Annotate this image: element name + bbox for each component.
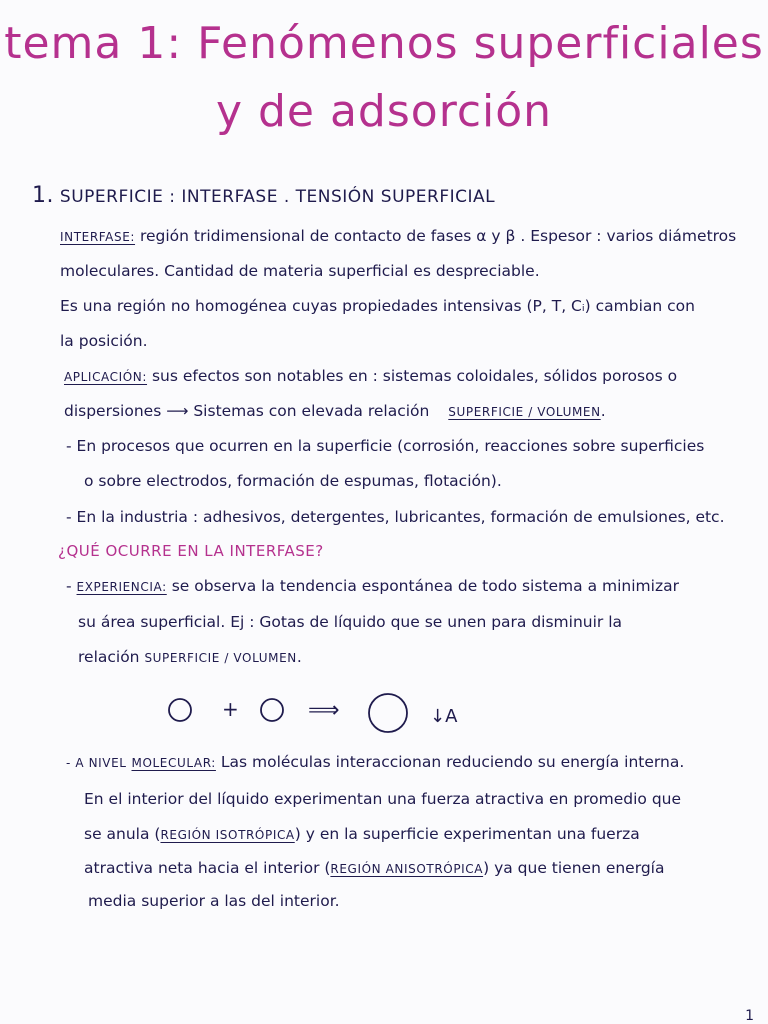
title-line-1: tema 1: Fenómenos superficiales: [4, 18, 764, 69]
molecular-line-4: atractiva neta hacia el interior (REGIÓN ANISOTRÓPICA) ya que tienen energía: [84, 859, 665, 877]
title-line-2: y de adsorción: [215, 86, 553, 137]
aplicacion-label: APLICACIÓN:: [64, 370, 148, 384]
small-droplet-1: [169, 699, 191, 721]
page-number: 1: [745, 1008, 754, 1024]
interfase-line-3: Es una región no homogénea cuyas propiedades intensivas (P, T, Cᵢ) cambian con: [60, 297, 695, 315]
small-droplet-2: [261, 699, 283, 721]
plus-sign: +: [222, 697, 239, 721]
bullet-procesos-1: - En procesos que ocurren en la superficie (corrosión, reacciones sobre superficies: [66, 437, 705, 455]
section-heading: [32, 183, 496, 208]
molecular-line-1: [66, 752, 684, 773]
region-anisotropica: REGIÓN ANISOTRÓPICA: [330, 862, 484, 876]
aplicacion-text-2: dispersiones ⟶ Sistemas con elevada relación: [64, 402, 430, 420]
superficie-volumen-2: SUPERFICIE / VOLUMEN: [144, 651, 297, 665]
experiencia-label: EXPERIENCIA:: [76, 580, 167, 594]
aplicacion-line-1: [64, 366, 677, 387]
interfase-label: INTERFASE:: [60, 230, 136, 244]
aplicacion-period: .: [600, 402, 606, 420]
molecular-line-5: media superior a las del interior.: [88, 892, 340, 910]
experiencia-text-3: relación: [78, 648, 140, 666]
section-number: 1.: [32, 183, 54, 208]
molecular-text-1: Las moléculas interaccionan reduciendo su energía interna.: [220, 753, 685, 771]
large-droplet: [369, 694, 407, 732]
molecular-label: MOLECULAR:: [131, 756, 216, 770]
experiencia-text-1: se observa la tendencia espontánea de todo sistema a minimizar: [171, 577, 679, 595]
implies-arrow: ⟹: [308, 698, 340, 723]
experiencia-line-1: - EXPERIENCIA: se observa la tendencia espontánea de todo sistema a minimizar: [66, 577, 679, 595]
interfase-line-1: [60, 226, 736, 247]
interfase-line-2: moleculares. Cantidad de materia superficial es despreciable.: [60, 262, 540, 280]
molecular-line-2: En el interior del líquido experimentan una fuerza atractiva en promedio que: [84, 790, 682, 808]
bullet-industria: - En la industria : adhesivos, detergentes, lubricantes, formación de emulsiones, etc.: [66, 508, 725, 526]
experiencia-line-2: su área superficial. Ej : Gotas de líquido que se unen para disminuir la: [78, 613, 623, 631]
bullet-procesos-2: o sobre electrodos, formación de espumas, flotación).: [84, 472, 502, 490]
molecular-prefix: - A NIVEL: [66, 756, 127, 770]
area-decrease-label: ↓A: [430, 706, 458, 727]
interfase-line-4: la posición.: [60, 332, 148, 350]
region-isotropica: REGIÓN ISOTRÓPICA: [160, 828, 295, 842]
droplet-merge-diagram: [160, 688, 480, 738]
aplicacion-line-2: [64, 401, 606, 422]
interfase-text-1: región tridimensional de contacto de fases α y β . Espesor : varios diámetros: [139, 227, 737, 245]
molecular-line-3: se anula (REGIÓN ISOTRÓPICA) y en la superficie experimentan una fuerza: [84, 825, 640, 843]
section-heading-text: SUPERFICIE : INTERFASE . TENSIÓN SUPERFICIAL: [59, 187, 496, 207]
experiencia-line-3: relación SUPERFICIE / VOLUMEN.: [78, 648, 302, 666]
aplicacion-text-1: sus efectos son notables en : sistemas coloidales, sólidos porosos o: [151, 367, 678, 385]
superficie-volumen-1: SUPERFICIE / VOLUMEN: [448, 405, 601, 419]
question-heading: ¿QUÉ OCURRE EN LA INTERFASE?: [58, 542, 324, 560]
